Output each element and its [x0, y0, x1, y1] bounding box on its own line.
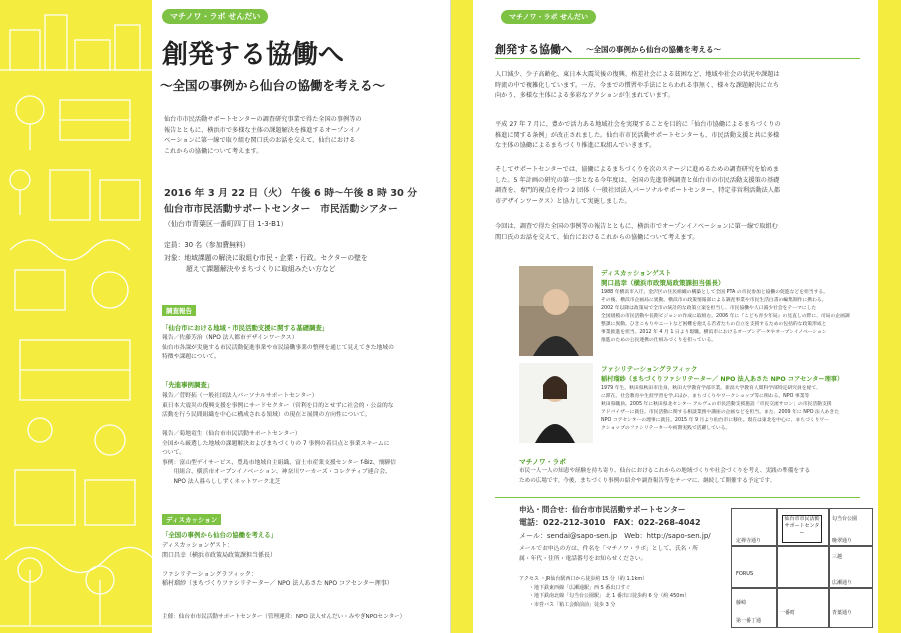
map-road: [828, 509, 830, 627]
access-map: [731, 508, 873, 628]
discussion-body: ディスカッションゲスト： 関口昌幸（横浜市政策局政策課担当係長） ファシリテーショングラフィック： 稲村瑠紗（まちづくりファシリテーター／ NPO 法人あさた NPO コアセンター理事）: [162, 542, 393, 587]
series-badge: マチノワ・ラボ せんだい: [501, 10, 596, 24]
map-label: 第一番丁通: [736, 618, 762, 624]
report1-heading: 「仙台市における地域・市民活動支援に関する基礎調査」: [162, 324, 329, 332]
contact-tel: 電話：022-212-3010 FAX：022-268-4042: [519, 518, 701, 527]
flyer-front: [0, 0, 450, 633]
discussion-tag: ディスカッション: [162, 514, 221, 525]
guest-name: 関口昌幸（横浜市政策局政策課担当係長）: [601, 279, 725, 287]
facilitator-photo: [519, 363, 593, 443]
report-tag: 調査報告: [162, 305, 196, 316]
event-capacity: 定員：30 名（参加費無料）: [164, 241, 250, 249]
map-center-building: [782, 515, 822, 543]
facilitator-label: ファシリテーショングラフィック: [601, 365, 698, 373]
map-label: 三越: [832, 554, 843, 560]
back-content: [473, 0, 878, 633]
access-info: アクセス ・JR仙台駅西口から徒歩約 15 分（約 1.1km） ・地下鉄東西線「広瀬通駅」西 5 番出口すぐ ・地下鉄南北線「勾当台公園駅」 北 1 番出口徒歩約 6 分（約 450m） ・市営バス「箱工会館前前」徒歩 3 分: [519, 576, 690, 608]
contact-title: 申込・問合せ：仙台市市民活動サポートセンター: [519, 505, 686, 514]
map-center-label: 仙台市市民活動サポートセンター: [784, 516, 820, 536]
map-road: [776, 509, 778, 627]
flyer-back: [451, 0, 901, 633]
paragraph-3: そしてサポートセンターでは、協働によるまちづくりを次のステージに進めるための調査研究を始めま した。5 年計画の研究の第一歩となる今年度は、全国の先進事例調査と仙台市の市民活動支援策の基礎 調査を、専門的視点を持つ 2 団体（一般社団法人パーソナルサポートセンター、特定非営利活動法人都 市デザインワークス）と協力して実施しました。: [495, 166, 781, 205]
discussion-heading: 「全国の事例から仙台の協働を考える」: [162, 531, 278, 539]
paragraph-4: 今回は、調査で得た全国の事例等の報告とともに、横浜市でオープンイノベーションに第一線で取組む 関口氏のお話を交えて、仙台におけるこれからの協働について考えます。: [495, 223, 778, 241]
facilitator-portrait: [519, 363, 593, 443]
map-label: 青葉通り: [832, 610, 853, 616]
city-illustration: [0, 0, 152, 633]
series-badge: マチノワ・ラボ せんだい: [162, 9, 268, 24]
map-label: 広瀬通り: [832, 580, 853, 586]
lab-label: マチノワ・ラボ: [519, 458, 567, 466]
event-address: （仙台市青葉区一番町四丁目 1-3-B1）: [164, 220, 288, 228]
guest-portrait: [519, 266, 593, 356]
page-subtitle: 〜全国の事例から仙台の協働を考える〜: [160, 78, 386, 93]
contact-mail[interactable]: メール：sendai@sapo-sen.jp Web：http://sapo-sen.jp/: [519, 532, 711, 540]
map-label: 勾当台公園: [832, 516, 858, 522]
title-rule: [495, 58, 860, 59]
page-subtitle: 〜全国の事例から仙台の協働を考える〜: [586, 45, 721, 54]
paragraph-2: 平成 27 年 7 月に、豊かで活力ある地域社会を実現することを目的に「仙台市協働によるまちづくりの 推進に関する条例」が改正されました。仙台市市民活動サポートセンターも、市民活動支援と共に多様 な主体の協働によるまちづくり推進に取組んでいきます。: [495, 121, 781, 149]
map-road: [732, 587, 872, 589]
guest-photo: [519, 266, 593, 356]
guest-label: ディスカッションゲスト: [601, 269, 672, 277]
page-title: 創発する協働へ: [495, 43, 572, 56]
map-label: 晩翠通り: [832, 538, 853, 544]
page-title: 創発する協働へ: [162, 40, 345, 70]
report1-body: 報告／佐藤芳治（NPO 法人都市デザインワークス） 仙台市各課が実施する市民活動促進事業や市民協働事業の整理を通じて見えてきた地域の 特徴や課題について。: [162, 335, 394, 360]
lab-text: 市民一人一人の知恵や経験を持ち寄り、仙台におけるこれからの地域づくりや社会づくりを考え、実践の準備をする ための広場です。今後、まちづくり事例の紹介や調査報告等をテーマに、継続して開催する予定です。: [519, 468, 811, 484]
front-content: [152, 0, 450, 633]
event-target: 対象：地域課題の解決に取組む市民・企業・行政。セクターの壁を 超えて課題解決やまちづくりに取組みたい方など: [164, 254, 368, 273]
map-label: 定禅寺通り: [736, 538, 762, 544]
map-label: FORUS: [736, 571, 754, 577]
event-venue: 仙台市市民活動サポートセンター 市民活動シアター: [164, 204, 398, 215]
report2-body: 報告／菅野拓（一般社団法人パーソナルサポートセンター） 東日本大震災の復興支援を事例にサードセクター（営利を目的とせずに社会的・公益的な 活動を行う民間組織を中心に構成される領域）の現在と展開の方向性について。 報告／菊地竜生（仙台市市民活動サポートセンター） 全国から厳選した地域の課題解決およびまちづくりの 7 事例の着目点と事業スキームに ついて。 事例：富山型デイサービス、豊島市地域自主組織、富士市産業支援センター f-Biz、飛騨信 用組合、横浜市オープンイノベーション、神奈川ワーカーズ・コレクティブ連合会、 NPO 法人暮らししずくネットワーク北芝: [162, 393, 396, 485]
facilitator-name: 稲村瑠紗（まちづくりファシリテーター／ NPO 法人あさた NPO コアセンター理事）: [601, 376, 844, 383]
paragraph-1: 人口減少、少子高齢化、東日本大震災後の復興、格差社会による貧困など、地域や社会の状況や課題は 時流の中で複雑化しています。一方、今までの慣習や手法にとらわれる事無く、様々な課題解決に立ち 向かう、多様な主体による多彩なアクションが生まれています。: [495, 71, 780, 99]
contact-note: メールでお申込の方は、件名を「マチノワ・ラボ」として、氏名・所 属・年代・住所・電話番号をお知らせください。: [519, 546, 699, 562]
organizer: 主催：仙台市市民活動サポートセンター（管理運営：NPO 法人せんだい・みやぎNPOセンター）: [162, 614, 406, 620]
guest-bio: 1988 年横浜市入庁。金沢区の住民組織の構築として全国 PTA の市民参加と協働の促進などを担当する。 その後、横浜市企画局に異動。横浜市の政策情報部による調査事業や市民生活白書の編集制作に携わる。 2002 年以降は政策局で全市の統計的な政策立案を担当し、市民協働や人口減少社会をテーマにした 全国規模の市民活動や長期ビジョンの作成に取組む。2006 年に『こども青少年局』の見直しの際に、司局の企画調 整課に異動。ひきこもりやニートなど困難を抱える若者たちの自立を支援するための包括的な政策形成と 事業推進を担当。2012 年 4 月 1 日より現職。横浜市におけるオープンデータやオープンイノベーション 推進のための公民連携の仕組みづくりを担っている。: [601, 290, 850, 343]
map-road: [732, 545, 872, 547]
facilitator-bio: 1979 年生。秋田県秋田市出身。秋田大学教育学部卒業。新潟大学教育人間科学部特定研究員を経て、 に滞在。社会教育や生涯学習を学ぶほか、まちづくりやワークショップ等に関わる。NPO 事業等 秋田県職員。2005 年に秋田県北センター アルヴェの市民活動支援施設「市民交流サロン」の市民活動支援 アドバイザーに就任。市民活動に関する相談業務や講座の企画などを担当。また、2009 年に NPO 法人あきた NPO コアセンターの理事に就任。2015 年 9 月より仙台市に移住。現在は東北を中心に、まちづくりワー クショップのファシリテーターや初期実践で活躍している。: [601, 386, 840, 431]
contact-rule: [495, 497, 860, 498]
event-date: 2016 年 3 月 22 日（火） 午後 6 時〜午後 8 時 30 分: [164, 188, 418, 199]
map-label: 藤崎: [736, 600, 747, 606]
report2-heading: 「先進事例調査」: [162, 381, 214, 389]
intro-text: 仙台市市民活動サポートセンターの調査研究事業で得た全国の事例等の 報告とともに、横浜市で多様な主体の課題解決を推進するオープンイノ ベーションに第一線で取り組む関口氏のお話を交えて、仙台における これからの協働について考えます。: [164, 116, 362, 155]
map-label: 一番町: [780, 610, 796, 616]
